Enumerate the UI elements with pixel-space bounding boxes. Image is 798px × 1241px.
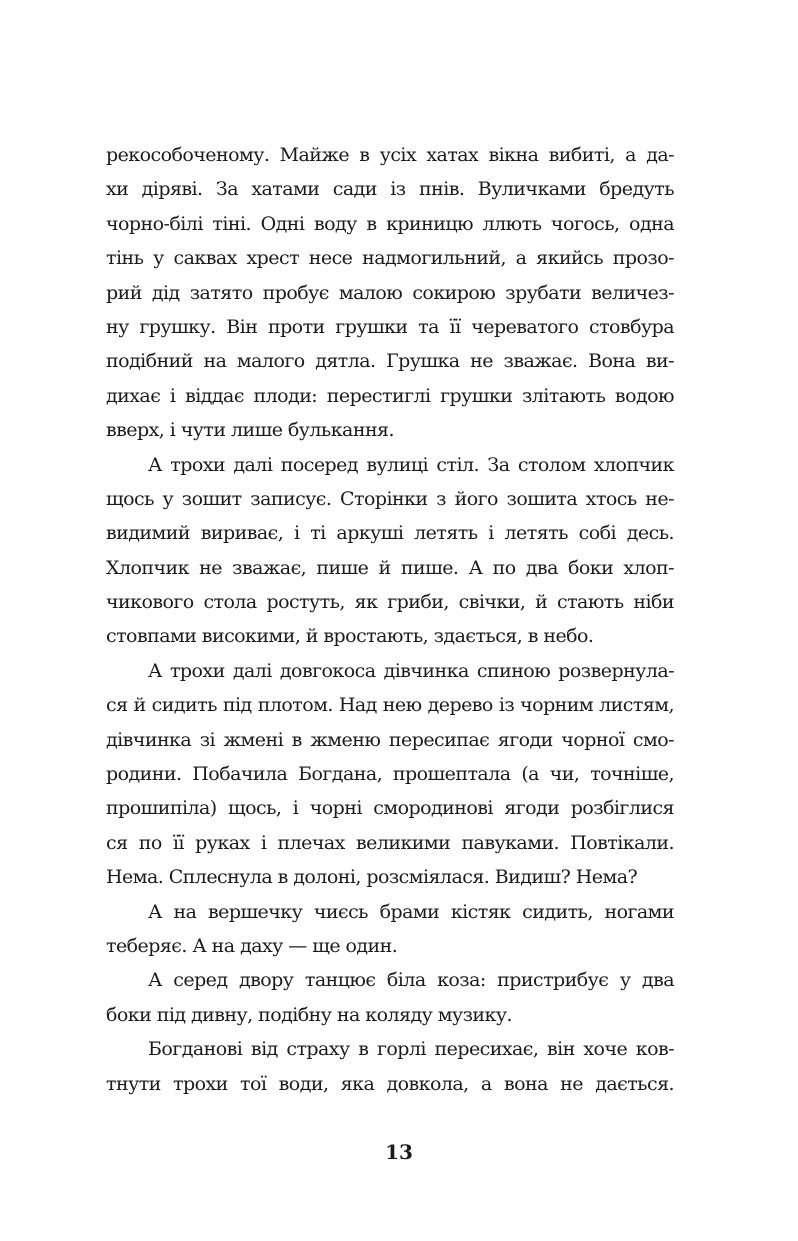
text-line: боки під дивну, подібну на коляду музику. [106,1003,512,1026]
text-line: А серед двору танцює біла коза: пристрибує у два [148,969,674,992]
text-line: рий дід затято пробує малою сокирою зрубати величез- [106,281,674,304]
text-line: подібний на малого дятла. Грушка не зважає. Вона ви- [106,350,674,373]
text-line: чикового стола ростуть, як гриби, свічки, й стають ніби [106,591,674,614]
text-line: рекособоченому. Майже в усіх хатах вікна вибиті, а да- [106,144,674,166]
text-line: ся й сидить під плотом. Над нею дерево із чорним листям, [106,694,674,717]
text-line: дихає і віддає плоди: перестиглі грушки злітають водою [106,384,674,407]
text-line: А трохи далі довгокоса дівчинка спиною розвернула- [148,659,674,682]
text-line: теберяє. А на даху — ще один. [106,934,398,957]
text-line: Хлопчик не зважає, пише й пише. А по два боки хлоп- [106,556,674,579]
text-line: родини. Побачила Богдана, прошептала (а чи, точніше, [106,763,674,786]
text-line: хи діряві. За хатами сади із пнів. Вуличками бредуть [106,178,674,201]
body-text [106,138,674,1101]
text-line: чорно-білі тіні. Одні воду в криницю ллють чогось, одна [106,212,674,235]
text-line: Богданові від страху в горлі пересихає, він хоче ков- [148,1038,674,1061]
text-line: тнути трохи тої води, яка довкола, а вона не дається. [106,1072,674,1095]
text-line: А трохи далі посеред вулиці стіл. За столом хлопчик [148,453,674,476]
text-line: Нема. Сплеснула в долоні, розсміялася. Видиш? Нема? [106,866,638,889]
text-line: дівчинка зі жмені в жменю пересипає ягоди чорної смо- [106,728,674,751]
text-line: щось у зошит записує. Сторінки з його зошита хтось не- [106,487,674,510]
text-line: ну грушку. Він проти грушки та її череватого стовбура [106,315,674,338]
page-number: 13 [385,1140,413,1164]
text-line: вверх, і чути лише булькання. [106,419,394,442]
text-line: ся по її руках і плечах великими павуками. Повтікали. [106,831,674,854]
text-line: видимий вириває, і ті аркуші летять і летять собі десь. [106,522,674,545]
text-line: тінь у саквах хрест несе надмогильний, а якийсь прозо- [106,247,674,270]
text-line: стовпами високими, й вростають, здається, в небо. [106,625,594,648]
text-line: А на вершечку чиєсь брами кістяк сидить, ногами [148,900,674,923]
text-line: прошипіла) щось, і чорні смородинові ягоди розбіглися [106,797,674,820]
